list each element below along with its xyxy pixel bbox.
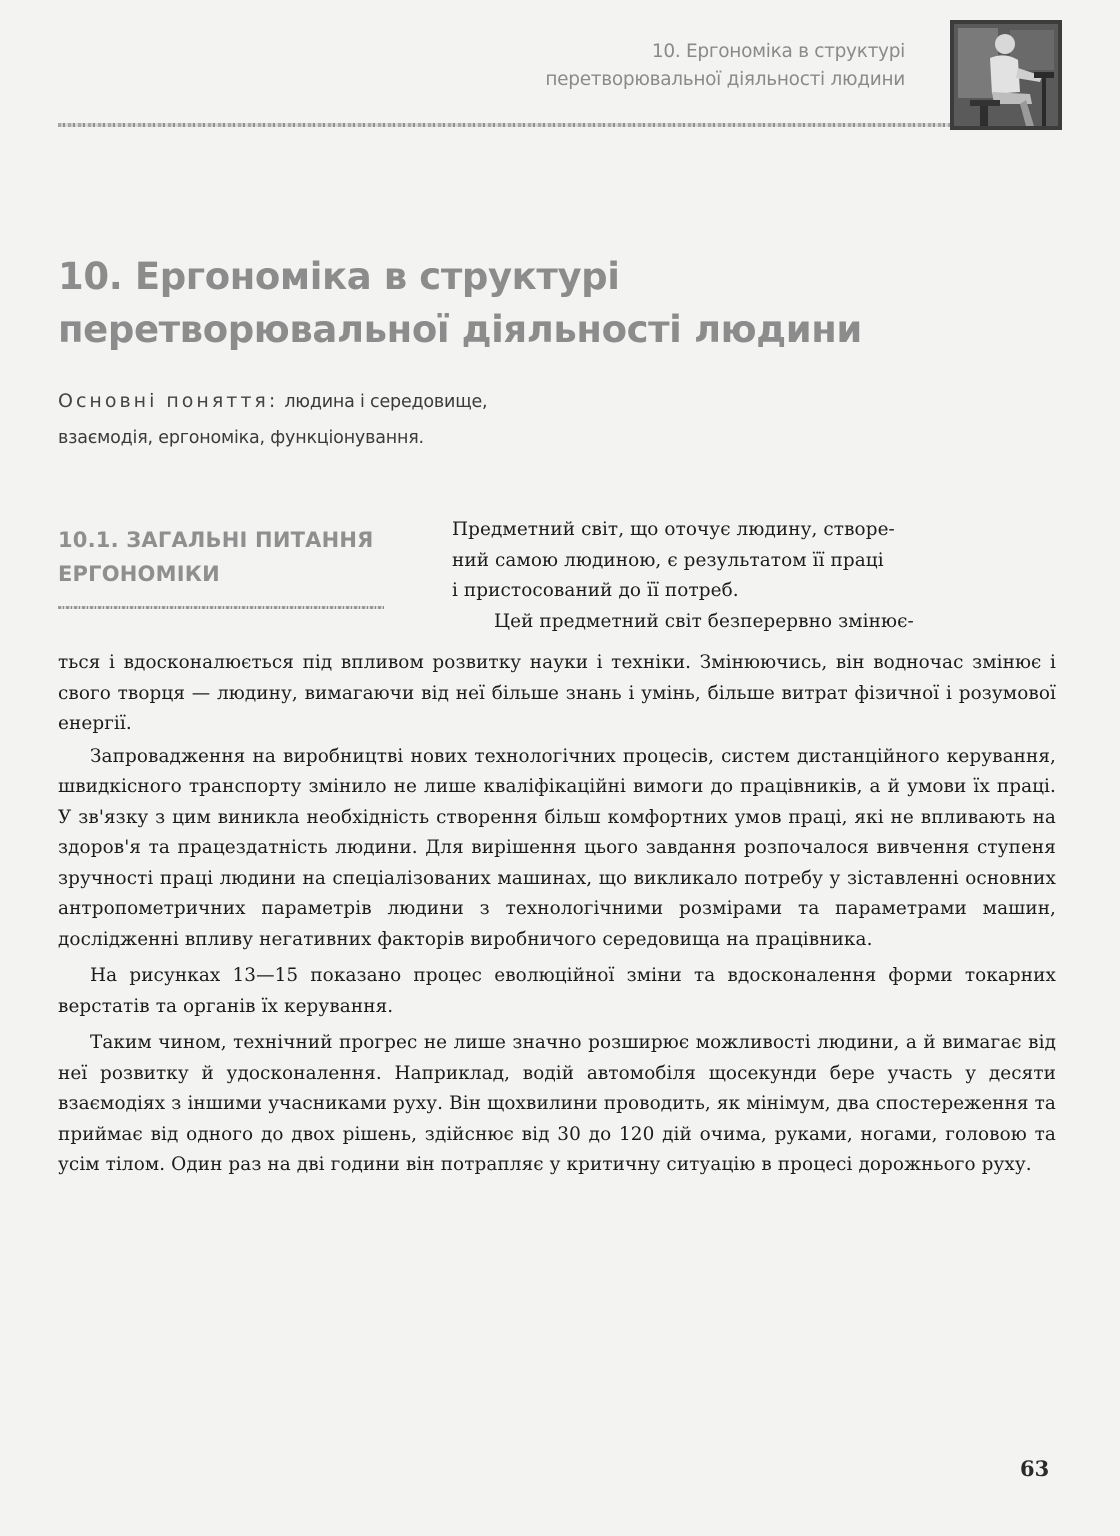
basic-concepts: [58, 383, 758, 456]
paragraph-2-first-line: Цей предметний світ безперервно змінює-: [494, 610, 914, 632]
paragraph-4: На рисунках 13—15 показано процес еволюційної зміни та вдосконалення форми токарних верстатів та органів їх керування.: [58, 965, 1056, 1017]
paragraph-2: ться і вдосконалюється під впливом розвитку науки і техніки. Змінюючись, він водночас змінює і свого творця — людину, вимагаючи від неї більше знань і умінь, більше витрат фізичної і розумової енергії.: [58, 652, 1056, 734]
intro-line1: Предметний світ, що оточує людину, створе-: [452, 519, 895, 540]
section-title-line1: 10.1. ЗАГАЛЬНІ ПИТАННЯ: [58, 528, 374, 552]
header-divider: [58, 123, 953, 127]
seated-worker-photo: [950, 20, 1062, 130]
section-divider: [58, 606, 384, 609]
chapter-title-line2: перетворювальної діяльності людини: [58, 308, 862, 351]
running-header-line1: 10. Ергономіка в структурі: [651, 41, 905, 62]
section-title: [58, 523, 398, 591]
page-number: 63: [1020, 1456, 1050, 1481]
basic-concepts-terms-line2: взаємодія, ергономіка, функціонування.: [58, 428, 424, 448]
running-header: [545, 38, 905, 94]
paragraph-3: Запровадження на виробництві нових технологічних процесів, систем дистанційного керування, швидкісного транспорту змінило не лише кваліфікаційні вимоги до працівників, а й умови їх праці. У зв'язку з цим виникла необхідність створення більш комфортних умов праці, які не впливають на здоров'я та працездатність людини. Для вирішення цього завдання розпочалося вивчення ступеня зручності праці людини на спеціалізованих машинах, що викликало потребу у зіставленні основних антропометричних параметрів людини з технологічними розмірами та параметрами машин, дослідженні впливу негативних факторів виробничого середовища на працівника.: [58, 745, 1056, 950]
paragraph-5: Таким чином, технічний прогрес не лише значно розширює можливості людини, а й вимагає від неї розвитку й удосконалення. Наприклад, водій автомобіля щосекунди бере участь у десяти взаємодіях з іншими учасниками руху. Він щохвилини проводить, як мінімум, два спостереження та приймає від одного до двох рішень, здійснює від 30 до 120 дій очима, руками, ногами, головою та усім тілом. Один раз на дві години він потрапляє у критичну ситуацію в процесі дорожнього руху.: [58, 1032, 1056, 1175]
chapter-title-line1: 10. Ергономіка в структурі: [58, 255, 620, 298]
body-text: [58, 648, 1056, 1181]
basic-concepts-terms-line1: людина і середовище,: [284, 392, 488, 412]
basic-concepts-label: Основні поняття:: [58, 390, 279, 412]
intro-line3: і пристосований до її потреб.: [452, 580, 739, 601]
intro-line2: ний самою людиною, є результатом її праці: [452, 549, 884, 571]
chapter-title: [58, 250, 958, 356]
running-header-line2: перетворювальної діяльності людини: [545, 69, 905, 90]
intro-paragraph: [452, 515, 1056, 637]
section-title-line2: ЕРГОНОМІКИ: [58, 562, 220, 586]
